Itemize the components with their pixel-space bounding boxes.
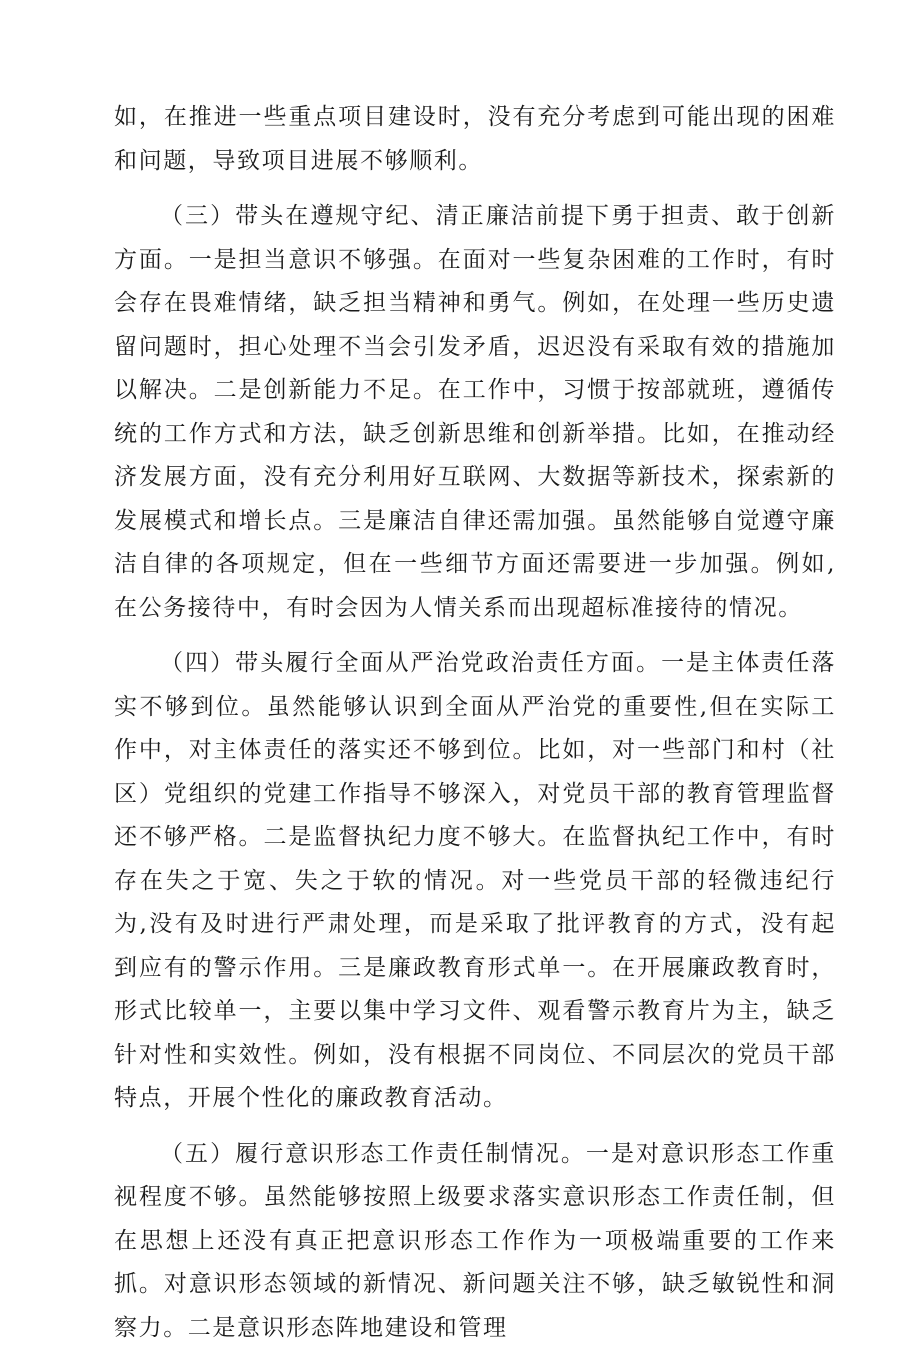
paragraph-section-three: （三）带头在遵规守纪、清正廉洁前提下勇于担责、敢于创新方面。一是担当意识不够强。在面对一些复杂困难的工作时，有时会存在畏难情绪，缺乏担当精神和勇气。例如，在处理一些历史遗留问题时，担心处理不当会引发矛盾，迟迟没有采取有效的措施加以解决。二是创新能力不足。在工作中，习惯于按部就班，遵循传统的工作方式和方法，缺乏创新思维和创新举措。比如，在推动经济发展方面，没有充分利用好互联网、大数据等新技术，探索新的发展模式和增长点。三是廉洁自律还需加强。虽然能够自觉遵守廉洁自律的各项规定，但在一些细节方面还需要进一步加强。例如,在公务接待中，有时会因为人情关系而出现超标准接待的情况。 xyxy=(114,203,836,621)
document-body xyxy=(114,96,836,1362)
paragraph-continuation: 如，在推进一些重点项目建设时，没有充分考虑到可能出现的困难和问题，导致项目进展不够顺利。 xyxy=(114,104,836,174)
paragraph-section-five: （五）履行意识形态工作责任制情况。一是对意识形态工作重视程度不够。虽然能够按照上级要求落实意识形态工作责任制，但在思想上还没有真正把意识形态工作作为一项极端重要的工作来抓。对意识形态领域的新情况、新问题关注不够，缺乏敏锐性和洞察力。二是意识形态阵地建设和管理 xyxy=(114,1140,836,1341)
paragraph-section-four: （四）带头履行全面从严治党政治责任方面。一是主体责任落实不够到位。虽然能够认识到全面从严治党的重要性,但在实际工作中，对主体责任的落实还不够到位。比如，对一些部门和村（社区）党组织的党建工作指导不够深入，对党员干部的教育管理监督还不够严格。二是监督执纪力度不够大。在监督执纪工作中，有时存在失之于宽、失之于软的情况。对一些党员干部的轻微违纪行为,没有及时进行严肃处理，而是采取了批评教育的方式，没有起到应有的警示作用。三是廉政教育形式单一。在开展廉政教育时，形式比较单一，主要以集中学习文件、观看警示教育片为主，缺乏针对性和实效性。例如，没有根据不同岗位、不同层次的党员干部特点，开展个性化的廉政教育活动。 xyxy=(114,650,836,1111)
